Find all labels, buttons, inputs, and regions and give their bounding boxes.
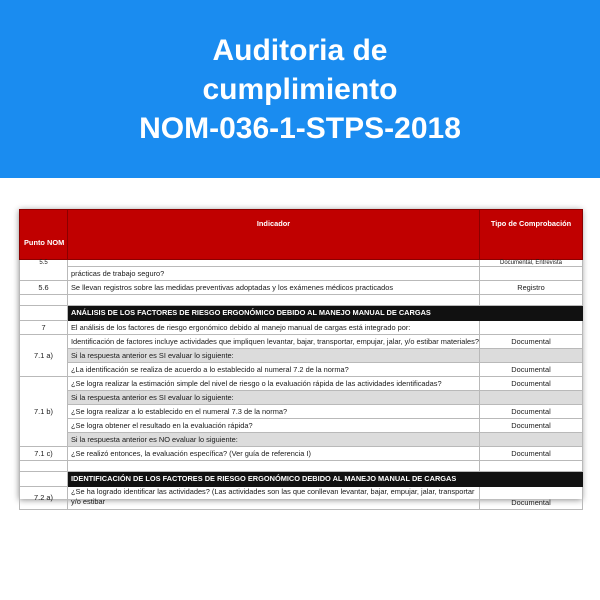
cell-tipo: [480, 267, 583, 281]
table-row: [20, 447, 583, 461]
cell-indicador: ¿Se logra realizar a lo establecido en el numeral 7.3 de la norma?: [68, 405, 480, 419]
title-line-1: Auditoria de: [212, 33, 388, 67]
column-header-tipo: Tipo de Comprobación: [480, 210, 583, 260]
column-header-punto: Punto NOM: [20, 210, 68, 260]
table-row: [20, 335, 583, 349]
table-row: [20, 363, 583, 377]
cell-tipo: [480, 391, 583, 405]
cell-indicador: Si la respuesta anterior es SI evaluar lo siguiente:: [68, 391, 480, 405]
section-header-row: [20, 306, 583, 321]
cell-tipo: [480, 321, 583, 335]
cell-indicador: Si la respuesta anterior es SI evaluar lo siguiente:: [68, 349, 480, 363]
table-row: [20, 349, 583, 363]
column-header-indicador: Indicador: [68, 210, 480, 260]
cell-tipo: Documental: [480, 377, 583, 391]
cell-indicador: [68, 260, 480, 267]
cell-indicador: ¿Se realizó entonces, la evaluación específica? (Ver guía de referencia I): [68, 447, 480, 461]
table-row: [20, 433, 583, 447]
title-banner: [0, 0, 600, 178]
cell-punto: 7.1 b): [20, 377, 68, 447]
title-line-2: cumplimiento: [202, 72, 398, 106]
cell-punto: 7.1 a): [20, 335, 68, 377]
cell-tipo: Documental: [480, 363, 583, 377]
cell-indicador: Si la respuesta anterior es NO evaluar lo siguiente:: [68, 433, 480, 447]
cell-tipo: Registro: [480, 281, 583, 295]
cell-punto: 5.5: [20, 260, 68, 281]
table-row: [20, 487, 583, 510]
audit-table: [19, 209, 583, 510]
cell-tipo: [480, 349, 583, 363]
cell-tipo: Documental, Entrevista: [480, 260, 583, 267]
table-row: [20, 391, 583, 405]
table-row: [20, 419, 583, 433]
title-line-3: NOM-036-1-STPS-2018: [139, 111, 461, 145]
spacer-row: [20, 461, 583, 472]
cell-indicador: El análisis de los factores de riesgo ergonómico debido al manejo manual de cargas está integrado por:: [68, 321, 480, 335]
cell-indicador: ¿Se logra obtener el resultado en la evaluación rápida?: [68, 419, 480, 433]
spacer-row: [20, 295, 583, 306]
cell-punto: 5.6: [20, 281, 68, 295]
cell-punto: 7.2 a): [20, 487, 68, 510]
section-header-analisis: ANÁLISIS DE LOS FACTORES DE RIESGO ERGONÓMICO DEBIDO AL MANEJO MANUAL DE CARGAS: [68, 306, 583, 321]
cell-tipo: [480, 433, 583, 447]
cell-tipo: Documental: [480, 335, 583, 349]
section-header-row: [20, 472, 583, 487]
cell-indicador: prácticas de trabajo seguro?: [68, 267, 480, 281]
table-row: [20, 377, 583, 391]
cell-indicador: ¿Se logra realizar la estimación simple del nivel de riesgo o la evaluación rápida de las actividades identificadas?: [68, 377, 480, 391]
cell-punto: 7: [20, 321, 68, 335]
cell-indicador: Se llevan registros sobre las medidas preventivas adoptadas y los exámenes médicos practicados: [68, 281, 480, 295]
table-row: [20, 267, 583, 281]
cell-tipo: Documental: [480, 405, 583, 419]
table-row: [20, 405, 583, 419]
cell-indicador: ¿Se ha logrado identificar las actividades? (Las actividades son las que conllevan levantar, bajar, empujar, jalar, transportar y/o estibar: [68, 487, 480, 510]
cell-tipo: Documental: [480, 419, 583, 433]
table-header-row: [20, 210, 583, 260]
cell-punto: 7.1 c): [20, 447, 68, 461]
table-row: [20, 260, 583, 267]
cell-tipo: Documental: [480, 487, 583, 510]
table-row: [20, 321, 583, 335]
cell-indicador: ¿La identificación se realiza de acuerdo a lo establecido al numeral 7.2 de la norma?: [68, 363, 480, 377]
table-row: [20, 281, 583, 295]
cell-tipo: Documental: [480, 447, 583, 461]
audit-table-sheet: [19, 209, 582, 507]
cell-indicador: Identificación de factores incluye actividades que impliquen levantar, bajar, transportar, empujar, jalar, y/o estibar materiales?: [68, 335, 480, 349]
section-header-identificacion: IDENTIFICACIÓN DE LOS FACTORES DE RIESGO ERGONÓMICO DEBIDO AL MANEJO MANUAL DE CARGAS: [68, 472, 583, 487]
